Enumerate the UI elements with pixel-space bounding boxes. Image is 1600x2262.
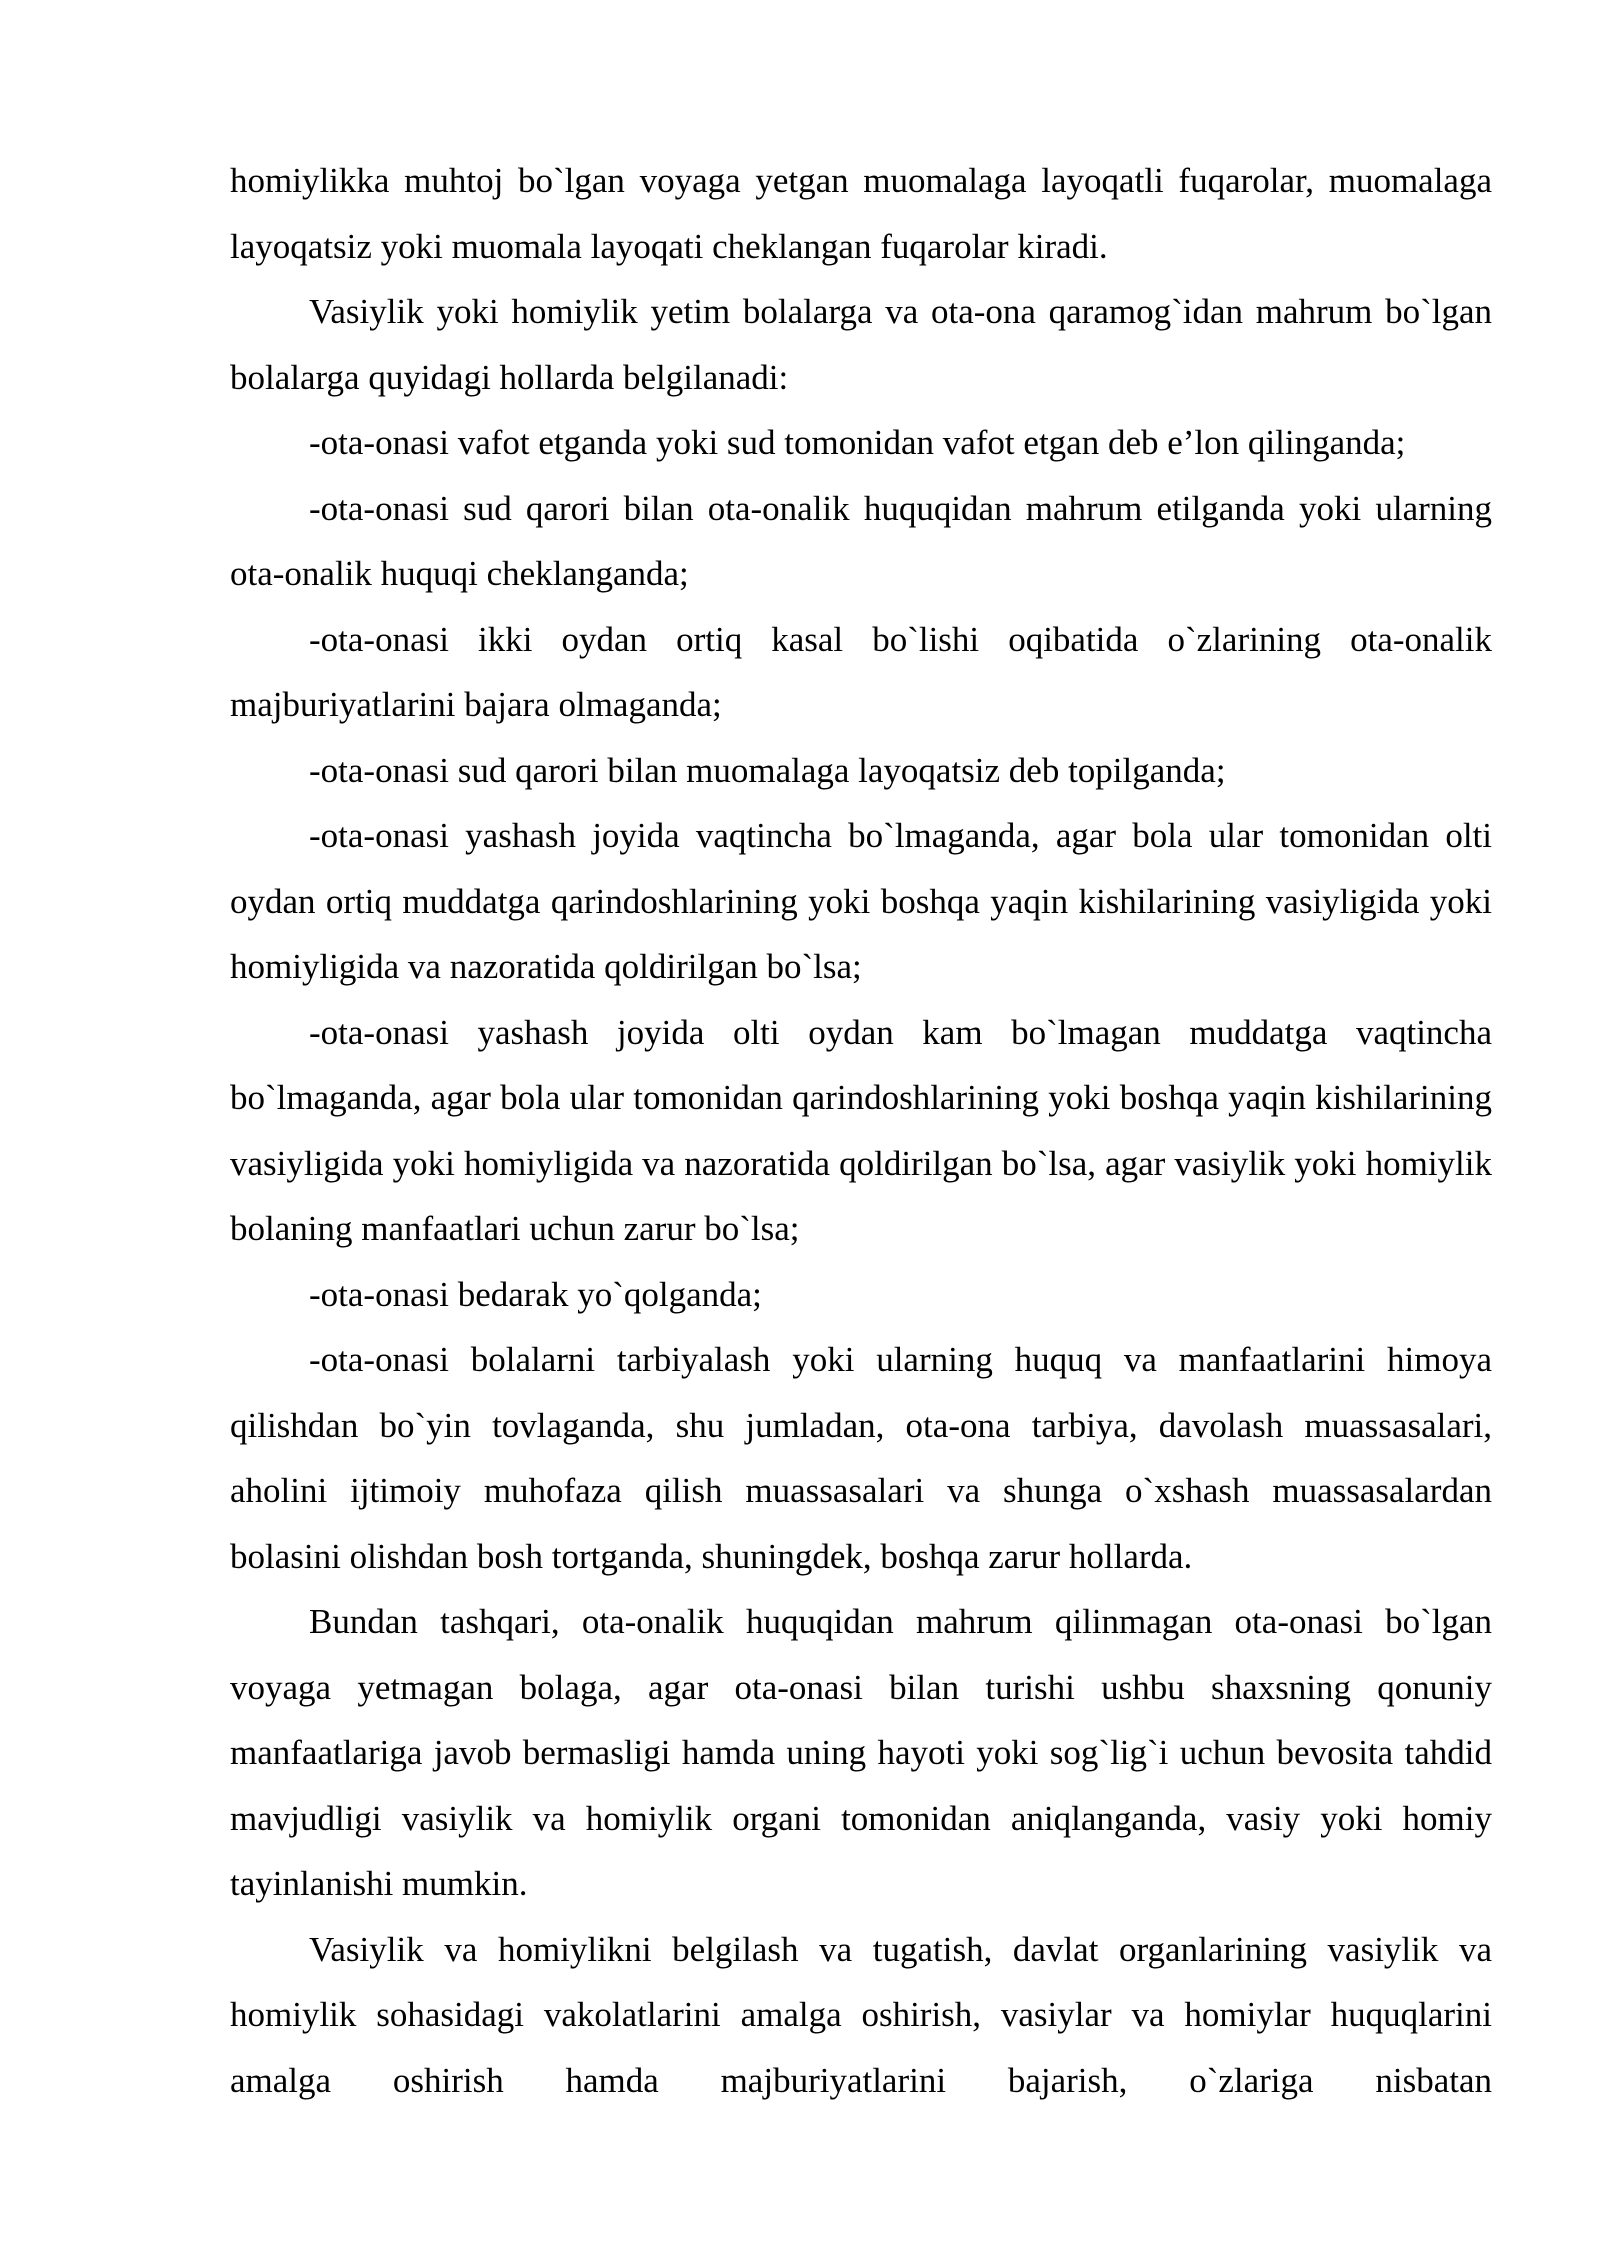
list-item-parents-missing: -ota-onasi bedarak yo`qolganda; — [309, 1274, 762, 1314]
list-item-parents-deceased: -ota-onasi vafot etganda yoki sud tomonidan vafot etgan deb e’lon qilinganda; — [309, 423, 1406, 462]
list-item-parents-incapacitated: -ota-onasi sud qarori bilan muomalaga layoqatsiz deb topilganda; — [309, 750, 1226, 790]
paragraph-additional-appointment: Bundan tashqari, ota-onalik huquqidan mahrum qilinmagan ota-onasi bo`lgan voyaga yetmagan bolaga, agar ota-onasi bilan turishi ushbu shaxsning qonuniy manfaatlariga javob bermasligi hamda uning hayoti yoki sog`lig`i uchun bevosita tahdid mavjudligi vasiylik va homiylik organi tomonidan aniqlanganda, vasiy yoki homiy tayinlanishi mumkin. — [230, 1602, 1492, 1903]
list-item-parental-rights-removed: -ota-onasi sud qarori bilan ota-onalik huquqidan mahrum etilganda yoki ularning ota-onalik huquqi cheklanganda; — [230, 488, 1492, 593]
paragraph-continuation: homiylikka muhtoj bo`lgan voyaga yetgan muomalaga layoqatli fuqarolar, muomalaga layoqatsiz yoki muomala layoqati cheklangan fuqarolar kiradi. — [230, 161, 1492, 266]
paragraph-establishment-termination: Vasiylik va homiylikni belgilash va tugatish, davlat organlarining vasiylik va homiylik sohasidagi vakolatlarini amalga oshirish, vasiylar va homiylar huquqlarini amalga oshirish hamda majburiyatlarini bajarish, o`zlariga nisbatan — [230, 1929, 1492, 2100]
list-item-parents-absent-not-less-six-months: -ota-onasi yashash joyida olti oydan kam bo`lmagan muddatga vaqtincha bo`lmaganda, agar bola ular tomonidan qarindoshlarining yoki boshqa yaqin kishilarining vasiyligida yoki homiyligida va nazoratida qoldirilgan bo`lsa, agar vasiylik yoki homiylik bolaning manfaatlari uchun zarur bo`lsa; — [230, 1012, 1492, 1248]
list-item-parents-evading-duties: -ota-onasi bolalarni tarbiyalash yoki ularning huquq va manfaatlarini himoya qilishdan bo`yin tovlaganda, shu jumladan, ota-ona tarbiya, davolash muassasalari, aholini ijtimoiy muhofaza qilish muassasalari va shunga o`xshash muassasalardan bolasini olishdan bosh tortganda, shuningdek, boshqa zarur hollarda. — [230, 1340, 1492, 1576]
paragraph-guardianship-intro: Vasiylik yoki homiylik yetim bolalarga va ota-ona qaramog`idan mahrum bo`lgan bolalarga quyidagi hollarda belgilanadi: — [230, 292, 1492, 397]
list-item-parents-absent-over-six-months: -ota-onasi yashash joyida vaqtincha bo`lmaganda, agar bola ular tomonidan olti oydan ortiq muddatga qarindoshlarining yoki boshqa yaqin kishilarining vasiyligida yoki homiyligida va nazoratida qoldirilgan bo`lsa; — [230, 816, 1492, 986]
document-page — [230, 148, 1492, 2113]
list-item-parents-ill: -ota-onasi ikki oydan ortiq kasal bo`lishi oqibatida o`zlarining ota-onalik majburiyatlarini bajara olmaganda; — [230, 619, 1492, 724]
